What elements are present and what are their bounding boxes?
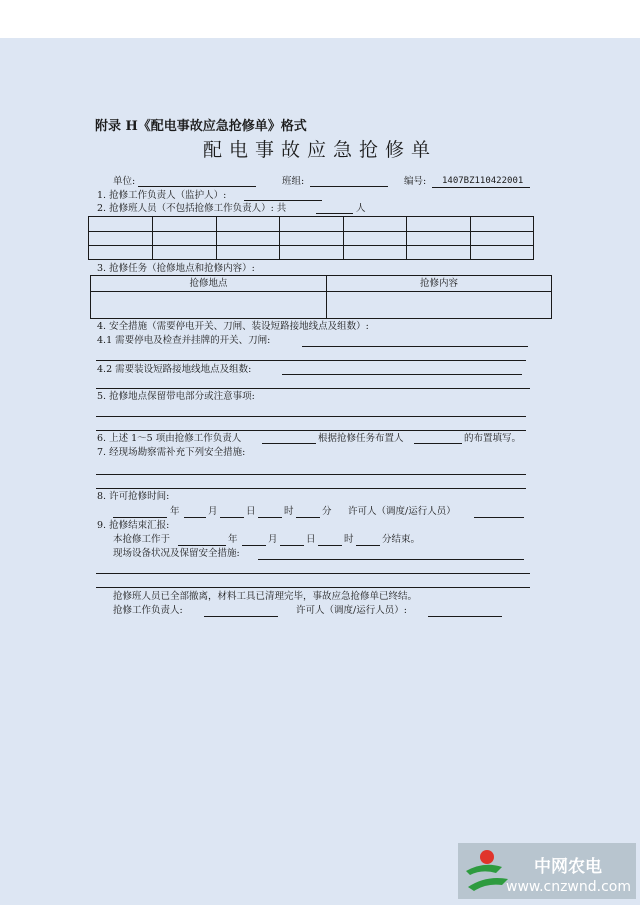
- document-page: [0, 38, 640, 905]
- leader-sign-field[interactable]: [262, 443, 316, 444]
- month-label: 月: [208, 506, 218, 517]
- item-6-a: 6. 上述 1～5 项由抢修工作负责人: [97, 433, 242, 444]
- assigner-field[interactable]: [414, 443, 462, 444]
- unit-field[interactable]: [138, 186, 256, 187]
- permitter-label: 许可人（调度/运行人员）: [348, 506, 456, 517]
- crew-count-unit: 人: [356, 203, 366, 214]
- minute-label: 分: [322, 506, 332, 517]
- permitter-field[interactable]: [474, 517, 524, 518]
- live-field-line2[interactable]: [96, 430, 526, 431]
- number-value: 1407BZ110422001: [442, 176, 524, 186]
- number-underline: [432, 187, 530, 188]
- crew-count-field[interactable]: [316, 213, 353, 214]
- permit-year-field[interactable]: [113, 517, 167, 518]
- switch-field-line2[interactable]: [96, 360, 526, 361]
- end-day-label: 日: [306, 534, 316, 545]
- final-permitter-field[interactable]: [428, 616, 502, 617]
- end-month-label: 月: [268, 534, 278, 545]
- year-label: 年: [170, 506, 180, 517]
- appendix-heading: 附录 H《配电事故应急抢修单》格式: [95, 119, 307, 134]
- end-day-field[interactable]: [280, 545, 304, 546]
- end-month-field[interactable]: [242, 545, 266, 546]
- final-leader-label: 抢修工作负责人:: [113, 605, 183, 616]
- item-4-safety: 4. 安全措施（需要停电开关、刀闸、装设短路接地线点及组数）:: [97, 321, 369, 332]
- end-year-label: 年: [228, 534, 238, 545]
- ground-field[interactable]: [282, 374, 522, 375]
- end-hour-label: 时: [344, 534, 354, 545]
- form-title: 配电事故应急抢修单: [202, 139, 437, 161]
- item-2-crew: 2. 抢修班人员（不包括抢修工作负责人）: 共: [97, 203, 287, 214]
- permit-day-field[interactable]: [220, 517, 244, 518]
- item-6-c: 的布置填写。: [464, 433, 522, 444]
- switch-field[interactable]: [302, 346, 528, 347]
- ground-field-line2[interactable]: [96, 388, 530, 389]
- item-8-permit-time: 8. 许可抢修时间:: [97, 491, 170, 502]
- extra-field[interactable]: [96, 474, 526, 475]
- item-7-extra: 7. 经现场勘察需补充下列安全措施:: [97, 447, 246, 458]
- permit-minute-field[interactable]: [296, 517, 320, 518]
- live-field[interactable]: [96, 416, 526, 417]
- permit-hour-field[interactable]: [258, 517, 282, 518]
- item-5-live: 5. 抢修地点保留带电部分或注意事项:: [97, 391, 255, 402]
- end-time-prefix: 本抢修工作于: [113, 534, 171, 545]
- hour-label: 时: [284, 506, 294, 517]
- item-4-2: 4.2 需要装设短路接地线地点及组数:: [97, 364, 252, 375]
- item-1-leader: 1. 抢修工作负责人（监护人）:: [97, 190, 227, 201]
- end-minute-field[interactable]: [356, 545, 380, 546]
- final-leader-field[interactable]: [204, 616, 278, 617]
- equipment-status-line2[interactable]: [96, 573, 530, 574]
- content-header: 抢修内容: [419, 278, 458, 289]
- day-label: 日: [246, 506, 256, 517]
- item-9-report: 9. 抢修结束汇报:: [97, 520, 170, 531]
- end-suffix: 分结束。: [382, 534, 421, 545]
- watermark-url: www.cnzwnd.com: [506, 879, 631, 895]
- watermark-brand: 中网农电: [534, 857, 602, 877]
- permit-month-field[interactable]: [184, 517, 206, 518]
- task-table: [90, 275, 552, 319]
- item-4-1: 4.1 需要停电及检查并挂牌的开关、刀闸:: [97, 335, 271, 346]
- equipment-status-field[interactable]: [258, 559, 524, 560]
- extra-field-line2[interactable]: [96, 488, 526, 489]
- item-3-task: 3. 抢修任务（抢修地点和抢修内容）:: [97, 263, 255, 274]
- number-label: 编号:: [404, 176, 427, 187]
- equipment-status-label: 现场设备状况及保留安全措施:: [113, 548, 240, 559]
- final-permitter-label: 许可人（调度/运行人员）:: [296, 605, 407, 616]
- crew-grid: [88, 216, 534, 260]
- team-field[interactable]: [310, 186, 388, 187]
- section-divider: [96, 587, 530, 588]
- end-year-field[interactable]: [178, 545, 226, 546]
- team-label: 班组:: [282, 176, 305, 187]
- location-header: 抢修地点: [189, 278, 228, 289]
- end-hour-field[interactable]: [318, 545, 342, 546]
- closure-statement: 抢修班人员已全部撤离，材料工具已清理完毕，事故应急抢修单已终结。: [113, 591, 418, 602]
- unit-label: 单位:: [113, 176, 136, 187]
- leader-field[interactable]: [244, 200, 322, 201]
- item-6-b: 根据抢修任务布置人: [318, 433, 404, 444]
